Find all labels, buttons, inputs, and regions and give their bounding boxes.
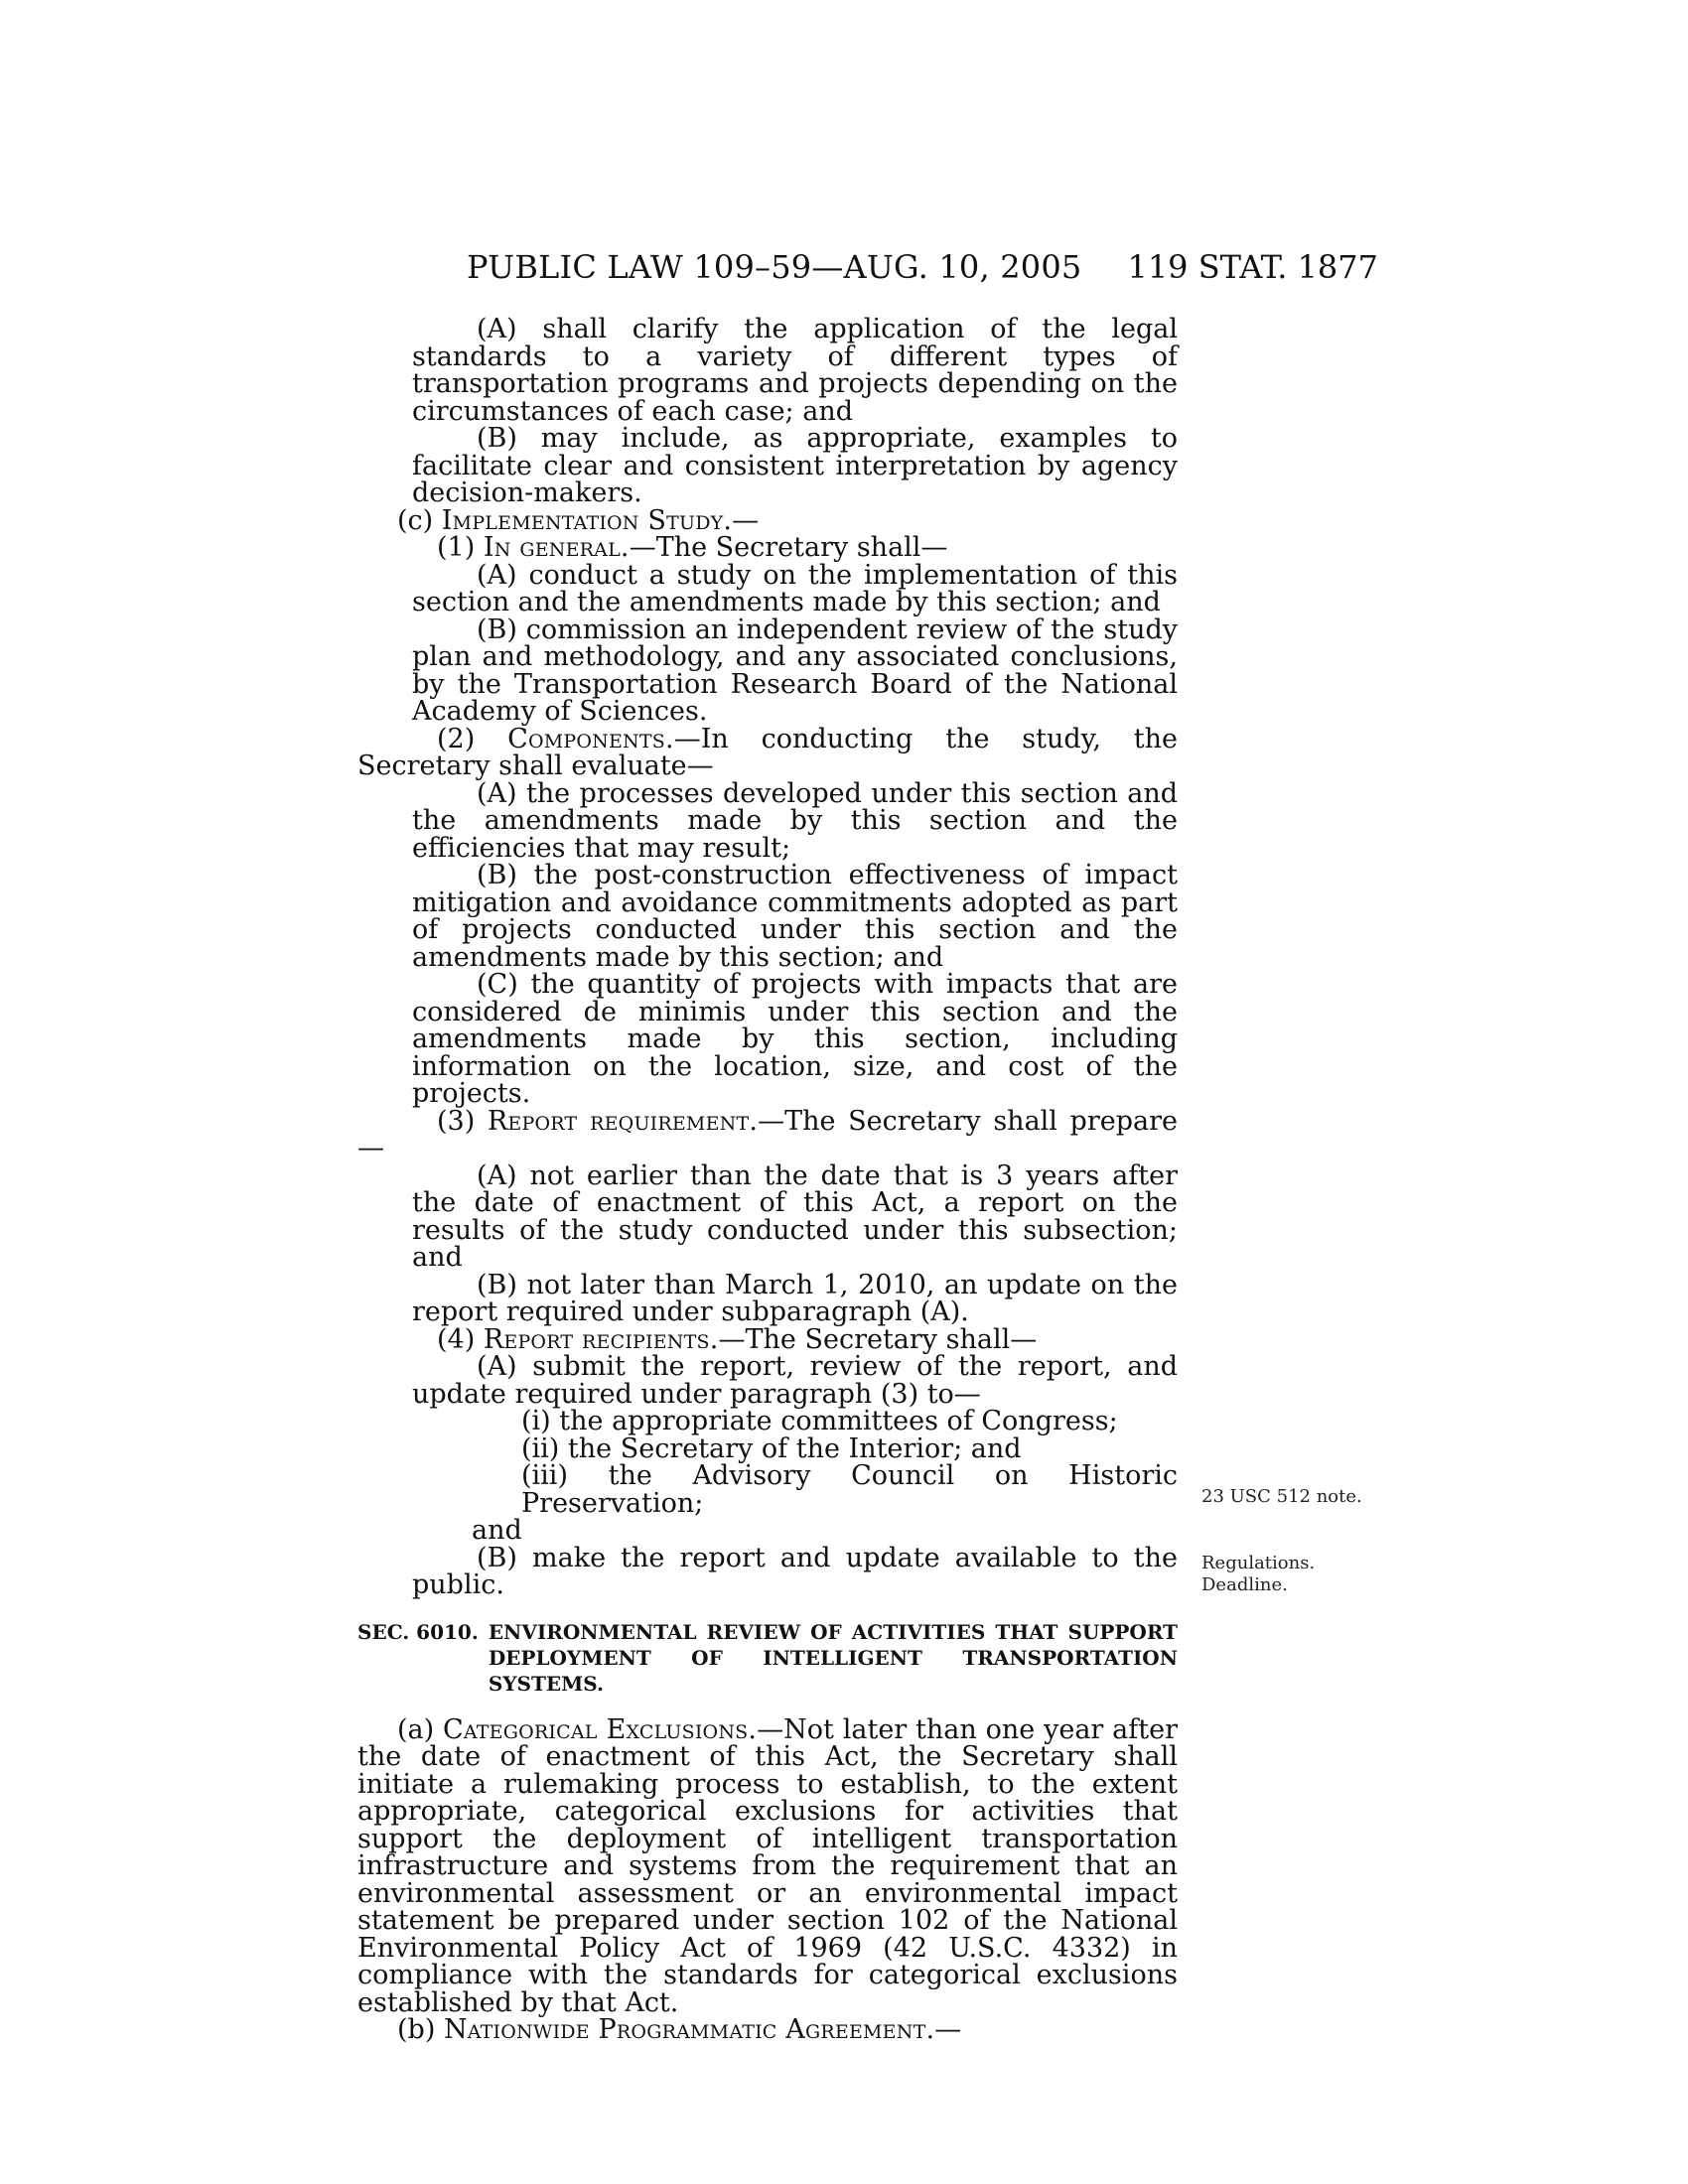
margin-note-regulations-text: Regulations. — [1201, 1553, 1316, 1573]
margin-note-regulations — [1201, 1553, 1315, 1596]
para-c-4-A: (A) submit the report, review of the report, and update required under paragraph (3) to— — [412, 1351, 1178, 1410]
para-c-4-A-iii: (iii) the Advisory Council on Historic Preservation; — [521, 1460, 1178, 1519]
para-c-3-B: (B) not later than March 1, 2010, an update on the report required under subparagraph (A). — [412, 1269, 1178, 1327]
para-a-categorical-exclusions: (a) Categorical Exclusions.—Not later than one year after the date of enactment of this Act, the Secretary shall initiate a rulemaking process to establish, to the extent appropriate, categorical exclusions for activities that support the deployment of intelligent transportation infrastructure and systems from the requirement that an environmental assessment or an environmental impact statement be prepared under section 102 of the National Environmental Policy Act of 1969 (42 U.S.C. 4332) in compliance with the standards for categorical exclusions established by that Act. — [357, 1713, 1178, 2018]
document-body — [357, 316, 1178, 2044]
para-c-2-C: (C) the quantity of projects with impacts that are considered de minimis under this section and the amendments made by this section, including information on the location, size, and cost of the projects. — [412, 969, 1178, 1109]
para-c-2-B: (B) the post-construction effectiveness of impact mitigation and avoidance commitments adopted as part of projects conducted under this section and the amendments made by this section; and — [412, 860, 1178, 973]
para-b-B: (B) may include, as appropriate, examples to facilitate clear and consistent interpretation by agency decision-makers. — [412, 423, 1178, 508]
para-c-4-A-ii: (ii) the Secretary of the Interior; and — [521, 1433, 1022, 1464]
section-heading-6010 — [357, 1619, 1178, 1697]
para-c-4-B: (B) make the report and update available to the public. — [412, 1542, 1178, 1600]
para-c-4-A-i: (i) the appropriate committees of Congress; — [521, 1406, 1118, 1436]
margin-note-usc: 23 USC 512 note. — [1201, 1486, 1362, 1507]
para-c: (c) Implementation Study.— — [397, 504, 760, 536]
heading-implementation-study: Implementation Study.— — [441, 504, 760, 536]
section-number: SEC. 6010. — [357, 1619, 479, 1644]
section-title: ENVIRONMENTAL REVIEW OF ACTIVITIES THAT SUPPORT DEPLOYMENT OF INTELLIGENT TRANSPORTATION SYSTEMS. — [488, 1619, 1178, 1696]
page-header-left: PUBLIC LAW 109–59—AUG. 10, 2005 — [467, 248, 1082, 286]
para-c-1: (1) In general.—The Secretary shall— — [437, 532, 948, 563]
margin-note-deadline-text: Deadline. — [1201, 1574, 1288, 1595]
para-c-3-A: (A) not earlier than the date that is 3 years after the date of enactment of this Act, a report on the results of the study conducted under this subsection; and — [412, 1160, 1178, 1273]
para-c-1-B: (B) commission an independent review of the study plan and methodology, and any associated conclusions, by the Transportation Research Board of the National Academy of Sciences. — [412, 614, 1178, 727]
para-c-2: (2) Components.—In conducting the study, the Secretary shall evaluate— — [357, 723, 1178, 781]
para-c-2-A: (A) the processes developed under this section and the amendments made by this section and the efficiencies that may result; — [412, 777, 1178, 864]
para-b-nationwide-agreement: (b) Nationwide Programmatic Agreement.— — [397, 2014, 962, 2045]
para-b-A: (A) shall clarify the application of the legal standards to a variety of different types of transportation programs and projects depending on the circumstances of each case; and — [412, 314, 1178, 427]
para-c-3: (3) Report requirement.—The Secretary shall prepare— — [357, 1105, 1178, 1163]
para-c-4-A-tail: and — [472, 1515, 522, 1546]
para-c-1-A: (A) conduct a study on the implementation of this section and the amendments made by this section; and — [412, 559, 1178, 617]
para-c-4: (4) Report recipients.—The Secretary shall— — [437, 1323, 1038, 1355]
page-header-right: 119 STAT. 1877 — [1127, 248, 1378, 286]
